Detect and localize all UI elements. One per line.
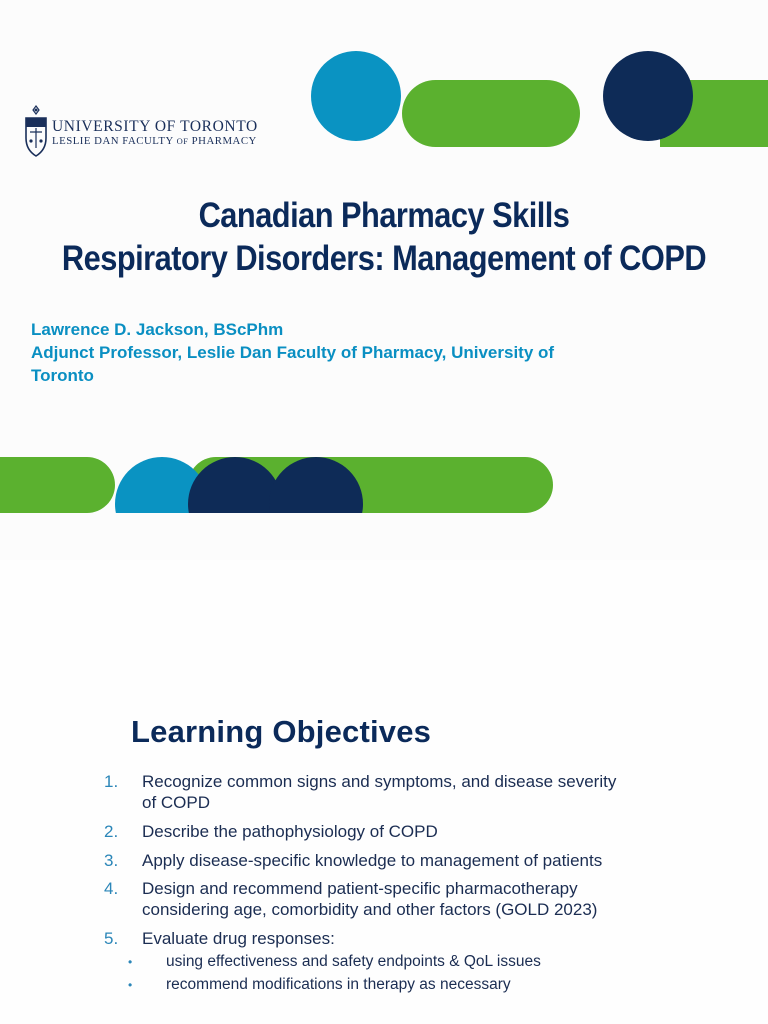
objective-text-cont: considering age, comorbidity and other factors (GOLD 2023) [142,900,598,919]
top-navy-circle [603,51,693,141]
objective-number: 3. [104,851,119,870]
logo-faculty-of: OF [176,136,189,146]
author-role-line-2: Toronto [31,366,94,385]
logo-university-name: UNIVERSITY OF TORONTO [52,118,258,135]
objective-number: 1. [104,772,119,791]
title-line-2: Respiratory Disorders: Management of COPD [61,239,707,278]
objective-text: Evaluate drug responses: [142,929,335,948]
logo-faculty-main: LESLIE DAN FACULTY [52,135,174,147]
top-teal-circle [311,51,401,141]
objective-number: 5. [104,929,119,948]
sub-objective-text: recommend modifications in therapy as necessary [166,976,511,993]
objectives-heading: Learning Objectives [131,714,432,749]
bullet-icon: • [128,978,133,992]
objective-text: Design and recommend patient-specific pharmacotherapy [142,879,578,898]
bullet-icon: • [128,955,133,969]
objective-number: 2. [104,822,119,841]
bottom-green-pill-left [0,457,115,513]
logo-faculty-end: PHARMACY [191,135,257,147]
objective-text: Describe the pathophysiology of COPD [142,822,438,841]
author-name: Lawrence D. Jackson, BScPhm [31,320,284,339]
objective-text: Recognize common signs and symptoms, and disease severity [142,772,617,791]
sub-objective-text: using effectiveness and safety endpoints & QoL issues [166,953,541,970]
author-role-line-1: Adjunct Professor, Leslie Dan Faculty of Pharmacy, University of [31,343,555,362]
objective-text: Apply disease-specific knowledge to management of patients [142,851,603,870]
objective-text-cont: of COPD [142,793,211,812]
title-line-1: Canadian Pharmacy Skills [198,196,570,235]
objective-number: 4. [104,879,119,898]
top-green-pill-left [402,80,580,147]
